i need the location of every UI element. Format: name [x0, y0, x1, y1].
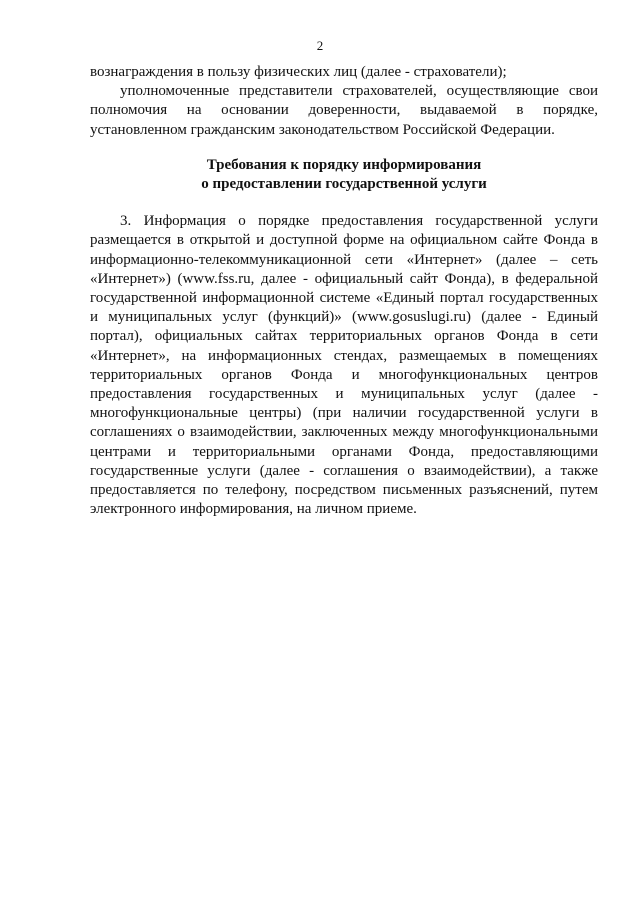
section-heading-line-1: Требования к порядку информирования	[206, 156, 482, 173]
section-heading	[90, 156, 598, 194]
document-body	[90, 63, 598, 519]
paragraph-3: 3. Информация о порядке предоставления государственной услуги размещается в открытой и доступной форме на официальном сайте Фонда в информационно-телекоммуникационной сети «Интернет» (далее – сеть «Интернет») (www.fss.ru, далее - официальный сайт Фонда), в федеральной государственной информационной системе «Единый портал государственных и муниципальных услуг (функций)» (www.gosuslugi.ru) (далее - Единый портал), официальных сайтах территориальных органов Фонда в сети «Интернет», на информационных стендах, размещаемых в помещениях территориальных органов Фонда и многофункциональных центров предоставления государственных и муниципальных услуг (далее - многофункциональные центры) (при наличии государственной услуги в соглашениях о взаимодействии, заключенных между многофункциональными центрами и территориальными органами Фонда, предоставляющими государственные услуги (далее - соглашения о взаимодействии), а также предоставляется по телефону, посредством письменных разъяснений, путем электронного информирования, на личном приеме.	[90, 213, 598, 518]
page-number: 2	[316, 38, 324, 53]
intro-paragraph-1: вознаграждения в пользу физических лиц (далее - страхователи);	[90, 64, 507, 80]
section-heading-line-2: о предоставлении государственной услуги	[201, 176, 487, 193]
intro-paragraph-2: уполномоченные представители страхователей, осуществляющие свои полномочия на основании доверенности, выдаваемой в порядке, установленном гражданским законодательством Российской Федерации.	[90, 83, 598, 138]
